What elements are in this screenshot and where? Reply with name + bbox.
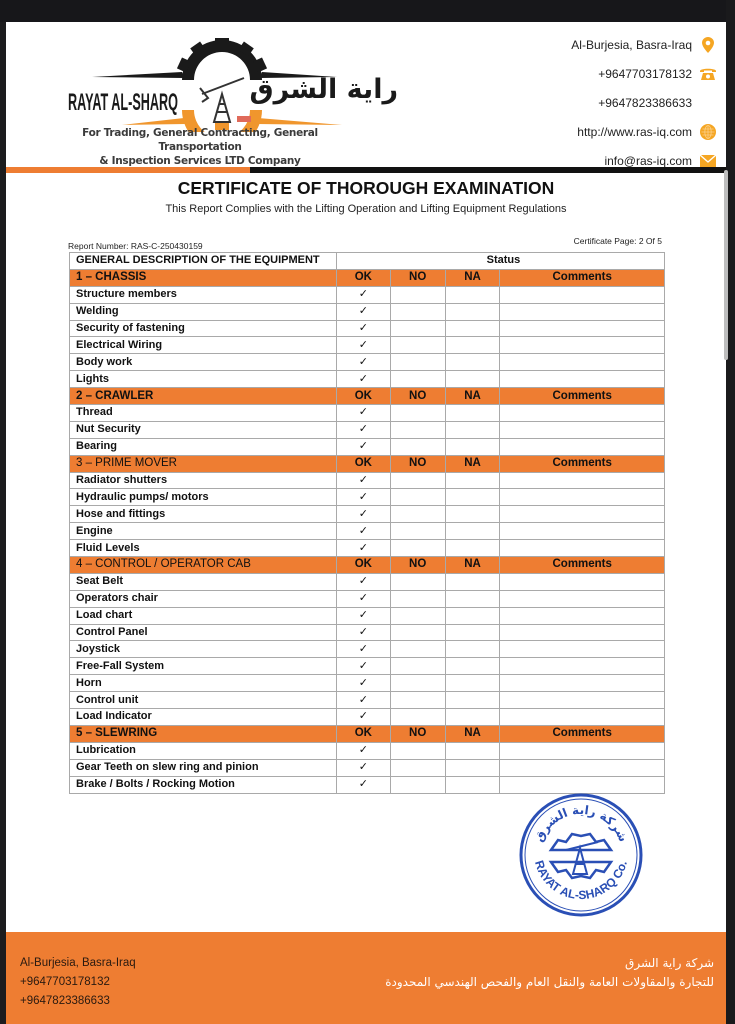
comment-cell xyxy=(500,405,665,422)
status-no-cell xyxy=(390,590,445,607)
check-mark-icon: ✓ xyxy=(358,372,368,385)
status-na-cell xyxy=(445,590,500,607)
document-subtitle: This Report Complies with the Lifting Operation and Lifting Equipment Regulations xyxy=(165,203,567,215)
stamp-gear-icon xyxy=(551,834,611,878)
status-ok-cell xyxy=(336,590,390,607)
comment-cell xyxy=(500,286,665,303)
table-row xyxy=(70,624,665,641)
check-mark-icon: ✓ xyxy=(358,355,368,368)
company-stamp xyxy=(518,792,644,918)
item-label: Security of fastening xyxy=(70,320,337,337)
status-na-cell xyxy=(445,438,500,455)
logo-text-ar: راية الشرق xyxy=(249,74,398,105)
comment-cell xyxy=(500,658,665,675)
section-header-row xyxy=(70,269,665,286)
check-mark-icon: ✓ xyxy=(358,761,368,774)
col-na-label: NA xyxy=(445,557,500,574)
table-row xyxy=(70,658,665,675)
header-description: GENERAL DESCRIPTION OF THE EQUIPMENT xyxy=(70,253,337,270)
status-na-cell xyxy=(445,506,500,523)
comment-cell xyxy=(500,624,665,641)
status-no-cell xyxy=(390,354,445,371)
item-label: Structure members xyxy=(70,286,337,303)
status-ok-cell xyxy=(336,540,390,557)
status-na-cell xyxy=(445,354,500,371)
col-no-label: NO xyxy=(390,388,445,405)
table-row xyxy=(70,573,665,590)
item-label: Fluid Levels xyxy=(70,540,337,557)
status-na-cell xyxy=(445,607,500,624)
check-mark-icon: ✓ xyxy=(358,338,368,351)
status-na-cell xyxy=(445,675,500,692)
vertical-scrollbar[interactable] xyxy=(724,170,728,360)
status-na-cell xyxy=(445,540,500,557)
table-row xyxy=(70,489,665,506)
status-na-cell xyxy=(445,776,500,793)
item-label: Horn xyxy=(70,675,337,692)
comment-cell xyxy=(500,590,665,607)
status-ok-cell xyxy=(336,692,390,709)
item-label: Gear Teeth on slew ring and pinion xyxy=(70,759,337,776)
status-na-cell xyxy=(445,371,500,388)
check-mark-icon: ✓ xyxy=(358,423,368,436)
table-row xyxy=(70,421,665,438)
item-label: Thread xyxy=(70,405,337,422)
check-mark-icon: ✓ xyxy=(358,474,368,487)
item-label: Operators chair xyxy=(70,590,337,607)
status-na-cell xyxy=(445,337,500,354)
status-ok-cell xyxy=(336,421,390,438)
item-label: Bearing xyxy=(70,438,337,455)
footer-description-ar: للتجارة والمقاولات العامة والنقل العام والفحص الهندسي المحدودة xyxy=(385,975,714,989)
check-mark-icon: ✓ xyxy=(358,710,368,723)
item-label: Body work xyxy=(70,354,337,371)
item-label: Nut Security xyxy=(70,421,337,438)
footer-company-ar: شركة راية الشرق xyxy=(625,956,714,970)
status-no-cell xyxy=(390,742,445,759)
check-mark-icon: ✓ xyxy=(358,322,368,334)
footer-address: Al-Burjesia, Basra-Iraq xyxy=(20,957,136,969)
status-ok-cell xyxy=(336,641,390,658)
table-header-row xyxy=(70,253,665,270)
table-row xyxy=(70,320,665,337)
footer-contacts xyxy=(20,954,136,1011)
page-footer xyxy=(6,932,726,1024)
comment-cell xyxy=(500,692,665,709)
table-row xyxy=(70,286,665,303)
status-ok-cell xyxy=(336,489,390,506)
status-na-cell xyxy=(445,472,500,489)
check-mark-icon: ✓ xyxy=(358,490,368,503)
report-number: Report Number: RAS-C-250430159 xyxy=(68,241,203,251)
col-na-label: NA xyxy=(445,455,500,472)
status-ok-cell xyxy=(336,303,390,320)
status-no-cell xyxy=(390,472,445,489)
status-no-cell xyxy=(390,759,445,776)
window-top-bar xyxy=(0,0,735,22)
comment-cell xyxy=(500,675,665,692)
check-mark-icon: ✓ xyxy=(358,524,368,537)
header-contacts xyxy=(456,30,716,175)
status-no-cell xyxy=(390,286,445,303)
comment-cell xyxy=(500,506,665,523)
status-na-cell xyxy=(445,573,500,590)
section-header-row xyxy=(70,455,665,472)
section-name: 4 – CONTROL / OPERATOR CAB xyxy=(70,557,337,574)
status-na-cell xyxy=(445,286,500,303)
email-link[interactable]: info@ras-iq.com xyxy=(604,153,692,168)
table-row xyxy=(70,405,665,422)
status-ok-cell xyxy=(336,337,390,354)
logo-text-en: RAYAT AL-SHARQ xyxy=(68,89,178,116)
section-name: 5 – SLEWRING xyxy=(70,725,337,742)
stamp-text-en: RAYAT AL-SHARQ Co. xyxy=(532,858,630,903)
status-na-cell xyxy=(445,320,500,337)
status-no-cell xyxy=(390,641,445,658)
table-row xyxy=(70,337,665,354)
status-na-cell xyxy=(445,303,500,320)
col-na-label: NA xyxy=(445,388,500,405)
comment-cell xyxy=(500,421,665,438)
table-row xyxy=(70,371,665,388)
item-label: Welding xyxy=(70,303,337,320)
comment-cell xyxy=(500,371,665,388)
status-no-cell xyxy=(390,573,445,590)
footer-arabic xyxy=(385,954,714,992)
item-label: Brake / Bolts / Rocking Motion xyxy=(70,776,337,793)
window-right-edge xyxy=(726,0,735,1024)
check-mark-icon: ✓ xyxy=(358,575,368,588)
comment-cell xyxy=(500,303,665,320)
comment-cell xyxy=(500,709,665,726)
status-no-cell xyxy=(390,607,445,624)
status-no-cell xyxy=(390,506,445,523)
comment-cell xyxy=(500,641,665,658)
table-row xyxy=(70,303,665,320)
item-label: Radiator shutters xyxy=(70,472,337,489)
check-mark-icon: ✓ xyxy=(358,440,368,453)
check-mark-icon: ✓ xyxy=(358,406,368,419)
footer-phone-1: +9647703178132 xyxy=(20,976,110,988)
company-logo xyxy=(52,32,398,137)
status-ok-cell xyxy=(336,405,390,422)
status-no-cell xyxy=(390,523,445,540)
status-no-cell xyxy=(390,692,445,709)
table-row xyxy=(70,540,665,557)
table-row xyxy=(70,607,665,624)
comment-cell xyxy=(500,320,665,337)
check-mark-icon: ✓ xyxy=(358,626,368,639)
item-label: Electrical Wiring xyxy=(70,337,337,354)
status-ok-cell xyxy=(336,709,390,726)
col-comments-label: Comments xyxy=(500,557,665,574)
col-no-label: NO xyxy=(390,725,445,742)
status-ok-cell xyxy=(336,438,390,455)
check-mark-icon: ✓ xyxy=(358,693,368,706)
status-no-cell xyxy=(390,303,445,320)
header-status: Status xyxy=(336,253,664,270)
comment-cell xyxy=(500,776,665,793)
table-row xyxy=(70,776,665,793)
comment-cell xyxy=(500,540,665,557)
col-comments-label: Comments xyxy=(500,388,665,405)
check-mark-icon: ✓ xyxy=(358,778,368,791)
item-label: Free-Fall System xyxy=(70,658,337,675)
status-no-cell xyxy=(390,675,445,692)
status-ok-cell xyxy=(336,658,390,675)
table-row xyxy=(70,590,665,607)
check-mark-icon: ✓ xyxy=(358,642,368,655)
status-ok-cell xyxy=(336,759,390,776)
comment-cell xyxy=(500,573,665,590)
check-mark-icon: ✓ xyxy=(358,288,368,301)
status-na-cell xyxy=(445,709,500,726)
status-na-cell xyxy=(445,405,500,422)
contact-phone-1 xyxy=(456,59,716,88)
status-ok-cell xyxy=(336,523,390,540)
section-header-row xyxy=(70,557,665,574)
header-divider xyxy=(6,167,726,173)
status-no-cell xyxy=(390,658,445,675)
col-na-label: NA xyxy=(445,269,500,286)
comment-cell xyxy=(500,523,665,540)
status-ok-cell xyxy=(336,506,390,523)
item-label: Lubrication xyxy=(70,742,337,759)
col-comments-label: Comments xyxy=(500,455,665,472)
status-ok-cell xyxy=(336,573,390,590)
item-label: Joystick xyxy=(70,641,337,658)
item-label: Control Panel xyxy=(70,624,337,641)
contact-phone-1-text: +9647703178132 xyxy=(598,66,692,81)
table-row xyxy=(70,523,665,540)
check-mark-icon: ✓ xyxy=(358,507,368,520)
col-ok-label: OK xyxy=(336,557,390,574)
item-label: Seat Belt xyxy=(70,573,337,590)
check-mark-icon: ✓ xyxy=(358,592,368,605)
section-name: 2 – CRAWLER xyxy=(70,388,337,405)
contact-phone-2 xyxy=(456,88,716,117)
contact-address xyxy=(456,30,716,59)
footer-phone-2: +9647823386633 xyxy=(20,995,110,1007)
table-row xyxy=(70,641,665,658)
map-pin-icon xyxy=(700,37,716,53)
comment-cell xyxy=(500,759,665,776)
item-label: Load chart xyxy=(70,607,337,624)
status-ok-cell xyxy=(336,742,390,759)
status-no-cell xyxy=(390,371,445,388)
status-no-cell xyxy=(390,776,445,793)
document-page xyxy=(6,22,726,1024)
status-na-cell xyxy=(445,759,500,776)
tagline-line-2: & Inspection Services LTD Company xyxy=(99,155,301,167)
status-na-cell xyxy=(445,624,500,641)
status-ok-cell xyxy=(336,371,390,388)
col-comments-label: Comments xyxy=(500,269,665,286)
status-ok-cell xyxy=(336,776,390,793)
col-no-label: NO xyxy=(390,455,445,472)
stamp-text-ar: شركة راية الشرق xyxy=(531,802,631,844)
check-mark-icon: ✓ xyxy=(358,676,368,689)
table-row xyxy=(70,759,665,776)
status-na-cell xyxy=(445,421,500,438)
contact-phone-2-text: +9647823386633 xyxy=(598,95,692,110)
comment-cell xyxy=(500,472,665,489)
status-ok-cell xyxy=(336,624,390,641)
col-ok-label: OK xyxy=(336,455,390,472)
item-label: Lights xyxy=(70,371,337,388)
item-label: Hydraulic pumps/ motors xyxy=(70,489,337,506)
status-no-cell xyxy=(390,624,445,641)
table-row xyxy=(70,675,665,692)
status-ok-cell xyxy=(336,354,390,371)
check-mark-icon: ✓ xyxy=(358,609,368,622)
status-no-cell xyxy=(390,489,445,506)
comment-cell xyxy=(500,354,665,371)
table-row xyxy=(70,506,665,523)
check-mark-icon: ✓ xyxy=(358,659,368,672)
company-tagline xyxy=(50,126,350,168)
status-na-cell xyxy=(445,658,500,675)
section-header-row xyxy=(70,725,665,742)
status-ok-cell xyxy=(336,320,390,337)
comment-cell xyxy=(500,489,665,506)
status-ok-cell xyxy=(336,607,390,624)
status-na-cell xyxy=(445,641,500,658)
col-ok-label: OK xyxy=(336,725,390,742)
status-na-cell xyxy=(445,742,500,759)
status-no-cell xyxy=(390,421,445,438)
inspection-table xyxy=(69,252,665,794)
status-no-cell xyxy=(390,438,445,455)
section-name: 1 – CHASSIS xyxy=(70,269,337,286)
col-ok-label: OK xyxy=(336,388,390,405)
certificate-page: Certificate Page: 2 Of 5 xyxy=(573,236,662,246)
contact-address-text: Al-Burjesia, Basra-Iraq xyxy=(571,37,692,52)
comment-cell xyxy=(500,742,665,759)
item-label: Load Indicator xyxy=(70,709,337,726)
table-row xyxy=(70,709,665,726)
tagline-line-1: For Trading, General Contracting, General Transportation xyxy=(82,127,318,153)
col-no-label: NO xyxy=(390,557,445,574)
comment-cell xyxy=(500,607,665,624)
col-na-label: NA xyxy=(445,725,500,742)
status-ok-cell xyxy=(336,286,390,303)
col-no-label: NO xyxy=(390,269,445,286)
status-no-cell xyxy=(390,709,445,726)
check-mark-icon: ✓ xyxy=(358,305,368,318)
status-no-cell xyxy=(390,320,445,337)
col-comments-label: Comments xyxy=(500,725,665,742)
section-header-row xyxy=(70,388,665,405)
status-no-cell xyxy=(390,405,445,422)
status-na-cell xyxy=(445,692,500,709)
check-mark-icon: ✓ xyxy=(358,744,368,757)
col-ok-label: OK xyxy=(336,269,390,286)
status-ok-cell xyxy=(336,675,390,692)
document-title: CERTIFICATE OF THOROUGH EXAMINATION xyxy=(177,178,555,198)
website-link[interactable]: http://www.ras-iq.com xyxy=(577,124,692,139)
check-mark-icon: ✓ xyxy=(358,541,368,554)
table-row xyxy=(70,354,665,371)
table-row xyxy=(70,438,665,455)
pump-jack-icon xyxy=(200,78,244,122)
comment-cell xyxy=(500,337,665,354)
comment-cell xyxy=(500,438,665,455)
status-na-cell xyxy=(445,523,500,540)
globe-icon xyxy=(700,124,716,140)
status-no-cell xyxy=(390,540,445,557)
table-row xyxy=(70,742,665,759)
status-na-cell xyxy=(445,489,500,506)
header-divider-accent xyxy=(6,167,250,173)
item-label: Hose and fittings xyxy=(70,506,337,523)
table-row xyxy=(70,692,665,709)
item-label: Control unit xyxy=(70,692,337,709)
status-ok-cell xyxy=(336,472,390,489)
status-no-cell xyxy=(390,337,445,354)
telephone-icon xyxy=(700,66,716,82)
item-label: Engine xyxy=(70,523,337,540)
table-row xyxy=(70,472,665,489)
contact-website[interactable] xyxy=(456,117,716,146)
stamp-pump-jack-icon xyxy=(566,842,598,874)
section-name: 3 – PRIME MOVER xyxy=(70,455,337,472)
